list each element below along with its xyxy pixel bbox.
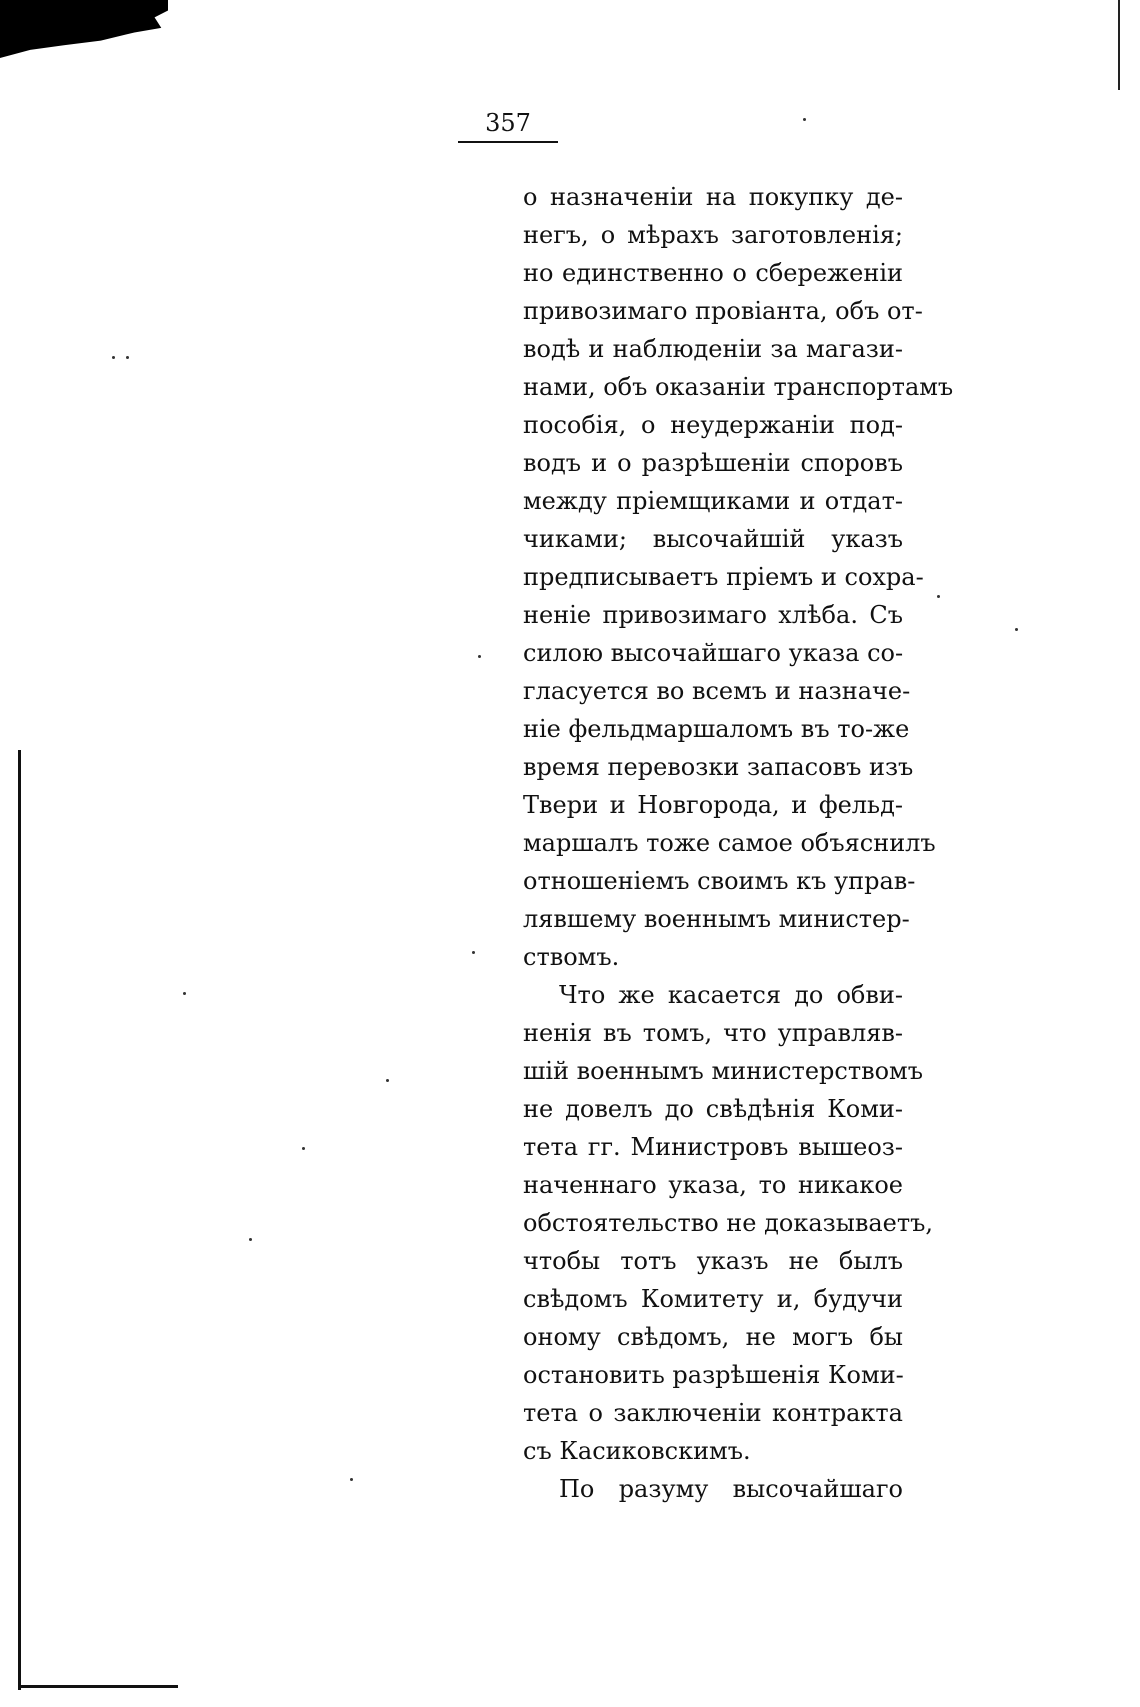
text-line: время перевозки запасовъ изъ [523, 753, 914, 781]
text-line: водѣ и наблюденіи за магази- [523, 335, 903, 363]
text-line: лявшему военнымъ министер- [523, 905, 910, 933]
text-line: ніе фельдмаршаломъ въ то-же [523, 715, 910, 743]
text-line: Что же касается до обви- [559, 981, 903, 1009]
scan-edge [18, 1685, 178, 1688]
paragraph [523, 178, 954, 976]
text-line: нами, объ оказаніи транспортамъ [523, 373, 954, 401]
text-line: чиками; высочайшій указъ [523, 525, 903, 553]
page-number: 357 [485, 109, 531, 137]
scan-speck [478, 655, 481, 658]
scan-speck [1015, 628, 1018, 631]
text-line: о назначеніи на покупку де- [523, 183, 903, 211]
page-number-rule [458, 141, 558, 143]
scan-edge [18, 750, 21, 1690]
text-line: предписываетъ пріемъ и сохра- [523, 563, 924, 591]
text-line: пособія, о неудержаніи под- [523, 411, 903, 439]
text-column [523, 178, 954, 1508]
scan-speck [112, 356, 115, 359]
scan-speck [183, 992, 186, 995]
text-line: водъ и о разрѣшеніи споровъ [523, 449, 903, 477]
text-line: Твери и Новгорода, и фельд- [523, 791, 903, 819]
text-line: тета о заключеніи контракта [523, 1399, 903, 1427]
paragraph [523, 1470, 903, 1508]
text-line: отношеніемъ своимъ къ управ- [523, 867, 916, 895]
text-line: силою высочайшаго указа со- [523, 639, 904, 667]
scan-speck [249, 1238, 252, 1241]
text-line: гласуется во всемъ и назначе- [523, 677, 911, 705]
text-line: неніе привозимаго хлѣба. Съ [523, 601, 903, 629]
text-line: наченнаго указа, то никакое [523, 1171, 903, 1199]
text-line: чтобы тотъ указъ не былъ [523, 1247, 903, 1275]
text-line: оному свѣдомъ, не могъ бы [523, 1323, 903, 1351]
scan-speck [302, 1147, 305, 1150]
scan-artifact [0, 0, 168, 58]
text-line: маршалъ тоже самое объяснилъ [523, 829, 936, 857]
scan-speck [803, 118, 806, 121]
text-line: остановить разрѣшенія Коми- [523, 1361, 904, 1389]
text-line: обстоятельство не доказываетъ, [523, 1209, 934, 1237]
text-line: шій военнымъ министерствомъ [523, 1057, 923, 1085]
text-line: не довелъ до свѣдѣнія Коми- [523, 1095, 903, 1123]
text-line: ствомъ. [523, 943, 620, 971]
scan-speck [126, 356, 129, 359]
text-line: съ Касиковскимъ. [523, 1437, 751, 1465]
text-line: ненія въ томъ, что управляв- [523, 1019, 903, 1047]
text-line: между пріемщиками и отдат- [523, 487, 903, 515]
scan-speck [472, 951, 475, 954]
paragraph [523, 976, 934, 1470]
scan-speck [350, 1478, 353, 1481]
scan-speck [937, 595, 940, 598]
text-line: По разуму высочайшаго [559, 1475, 903, 1503]
scan-speck [386, 1079, 389, 1082]
text-line: тета гг. Министровъ вышеоз- [523, 1133, 903, 1161]
text-line: свѣдомъ Комитету и, будучи [523, 1285, 903, 1313]
text-line: но единственно о сбереженіи [523, 259, 903, 287]
scan-edge [1118, 0, 1120, 90]
text-line: негъ, о мѣрахъ заготовленія; [523, 221, 903, 249]
text-line: привозимаго провіанта, объ от- [523, 297, 923, 325]
